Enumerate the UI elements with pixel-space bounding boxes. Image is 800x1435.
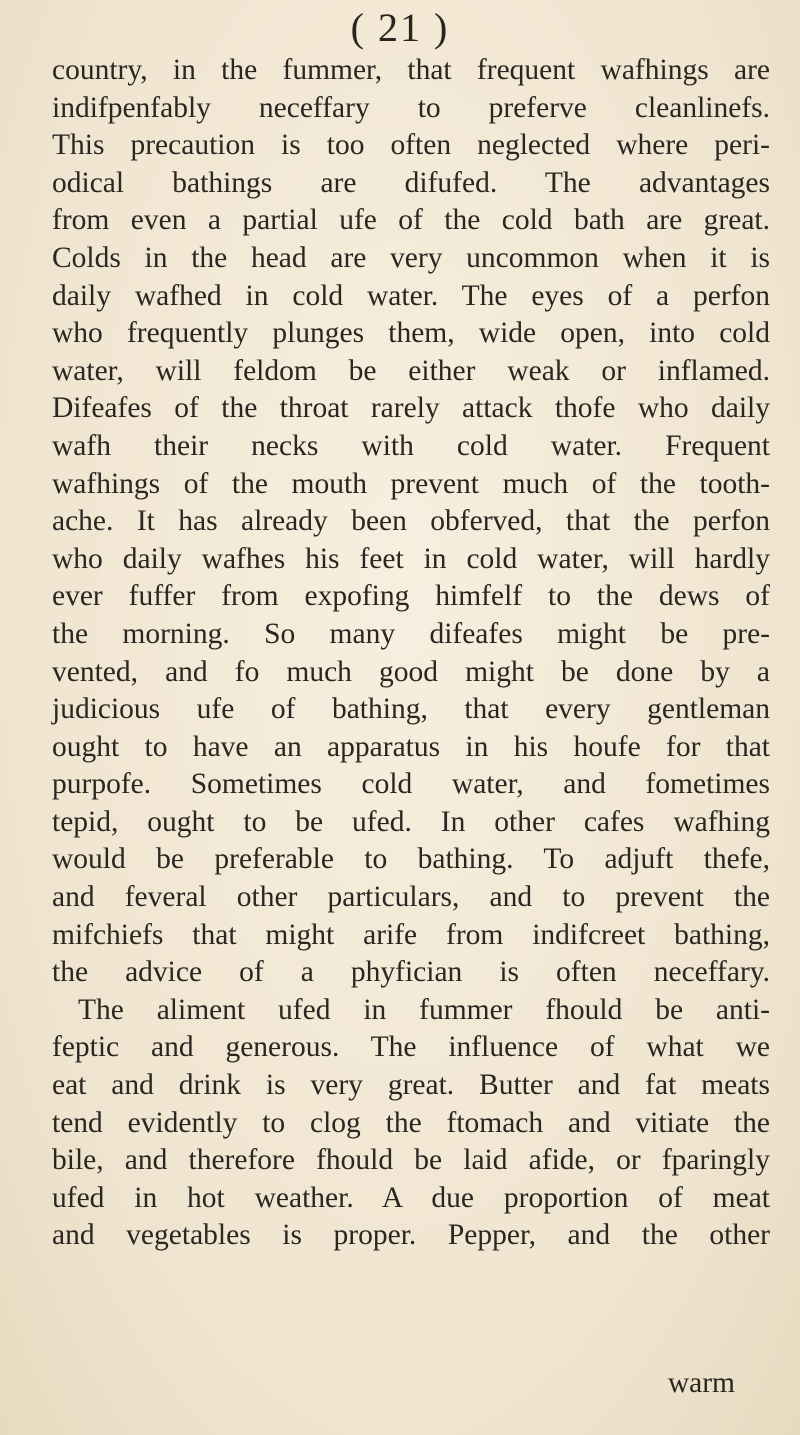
text-line: who daily wafhes his feet in cold water, will hardly (52, 542, 770, 575)
text-line: tepid, ought to be ufed. In other cafes wafhing (52, 805, 770, 838)
text-line: ufed in hot weather. A due proportion of meat (52, 1181, 770, 1214)
text-line: ache. It has already been obferved, that the perfon (52, 505, 770, 538)
text-line: odical bathings are difufed. The advantages (52, 166, 770, 199)
text-line: daily wafhed in cold water. The eyes of a perfon (52, 279, 770, 312)
catchword: warm (667, 1367, 735, 1399)
text-line: who frequently plunges them, wide open, into cold (52, 317, 770, 350)
text-line: wafh their necks with cold water. Frequent (52, 429, 770, 462)
page-number: ( 21 ) (350, 5, 450, 50)
text-line: wafhings of the mouth prevent much of the tooth- (52, 467, 770, 500)
text-line: indifpenfably neceffary to preferve cleanlinefs. (52, 91, 770, 124)
text-line: mifchiefs that might arife from indifcreet bathing, (52, 918, 770, 951)
body-text (52, 52, 770, 1255)
text-line: purpofe. Sometimes cold water, and fometimes (52, 768, 770, 801)
text-line: the advice of a phyfician is often neceffary. (52, 956, 770, 989)
paragraph-start-line: The aliment ufed in fummer fhould be anti- (78, 993, 770, 1026)
text-line: eat and drink is very great. Butter and fat meats (52, 1069, 770, 1102)
text-line: country, in the fummer, that frequent wafhings are (52, 54, 770, 86)
text-line: Difeafes of the throat rarely attack thofe who daily (52, 392, 770, 425)
text-line: Colds in the head are very uncommon when it is (52, 241, 770, 274)
text-line: bile, and therefore fhould be laid afide, or fparingly (52, 1144, 770, 1177)
text-line: ought to have an apparatus in his houfe for that (52, 730, 770, 763)
text-line: and feveral other particulars, and to prevent the (52, 881, 770, 914)
text-line: the morning. So many difeafes might be pre- (52, 617, 770, 650)
text-line: ever fuffer from expofing himfelf to the dews of (52, 580, 770, 613)
text-line: This precaution is too often neglected where peri- (52, 129, 770, 162)
text-line: would be preferable to bathing. To adjuft thefe, (52, 843, 770, 876)
text-line: vented, and fo much good might be done by a (52, 655, 770, 688)
text-line: from even a partial ufe of the cold bath are great. (52, 204, 770, 237)
text-line: water, will feldom be either weak or inflamed. (52, 354, 770, 387)
text-line: feptic and generous. The influence of what we (52, 1031, 770, 1064)
text-line: tend evidently to clog the ftomach and vitiate the (52, 1106, 770, 1139)
text-line: and vegetables is proper. Pepper, and the other (52, 1219, 770, 1252)
text-line: judicious ufe of bathing, that every gentleman (52, 693, 770, 726)
